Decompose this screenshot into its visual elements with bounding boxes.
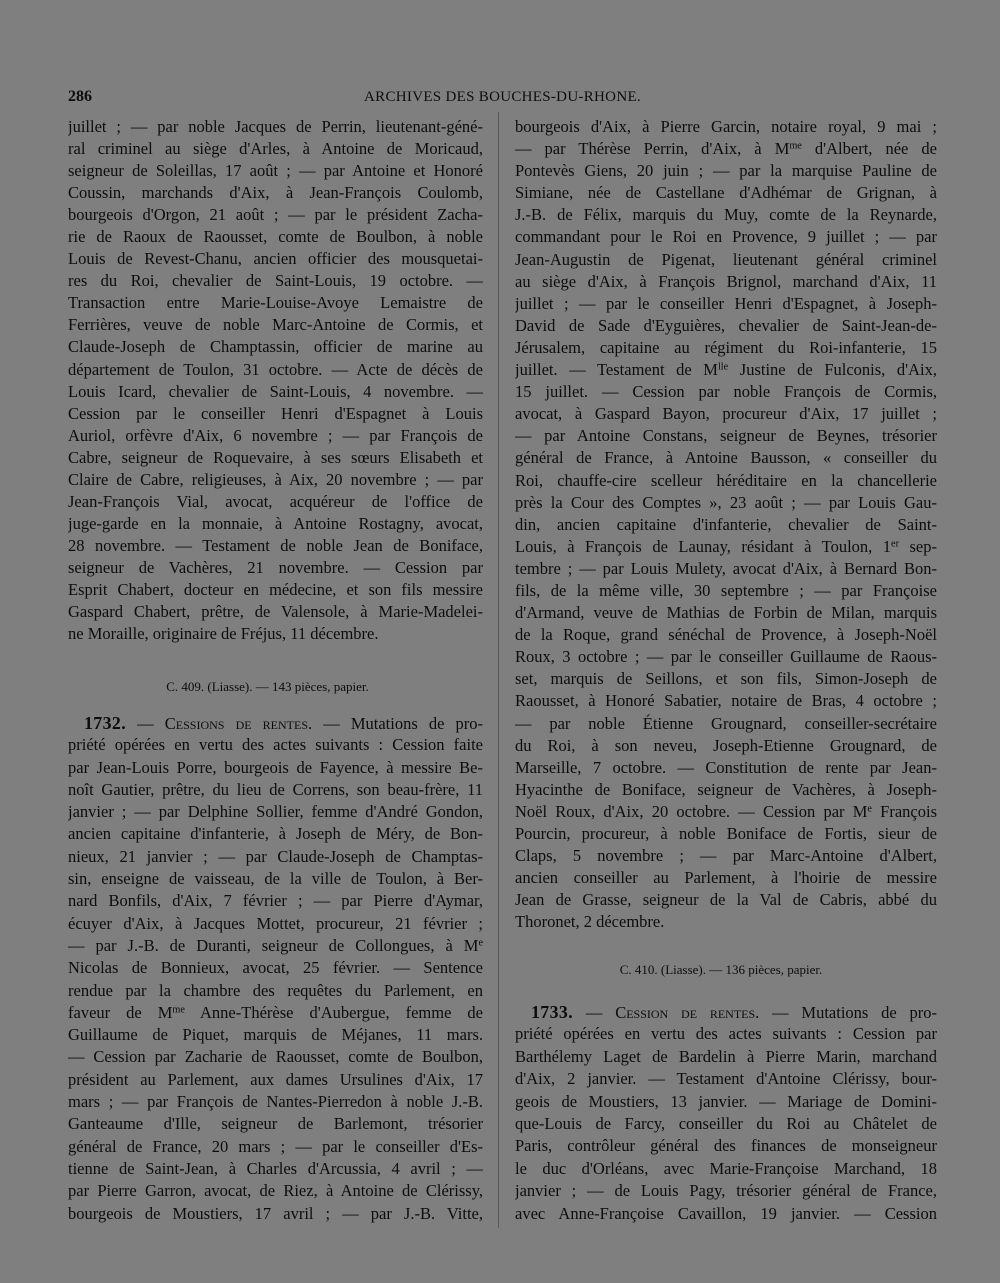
page-number: 286 (68, 88, 92, 105)
text-line: mars ; — par François de Nantes-Pierredon à noble J.-B. (68, 1092, 483, 1112)
text-line: Cession par le conseiller Henri d'Espagnet à Louis (68, 403, 483, 423)
text-line: Jérusalem, capitaine au régiment du Roi-infanterie, 15 (515, 337, 937, 357)
text-line: priété opérées en vertu des actes suivants : Cession par (515, 1024, 937, 1044)
text-line: Roux, 3 octobre ; — par le conseiller Guillaume de Raous- (515, 647, 937, 667)
continued-entry-text (68, 116, 483, 645)
text-line: écuyer d'Aix, à Jacques Mottet, procureur, 21 février ; (68, 913, 483, 933)
call-number-caption: C. 410. (Liasse). — 136 pièces, papier. (619, 962, 823, 977)
text-line: Jean-Augustin de Pigenat, lieutenant général criminel (515, 249, 937, 269)
text-line: Ganteaume d'Ille, seigneur de Barlemont, trésorier (68, 1114, 483, 1134)
text-fragment: Anne-Thérèse d'Aubergue, femme de (184, 1002, 483, 1022)
text-line: David de Sade d'Eyguières, chevalier de Saint-Jean-de- (515, 315, 937, 335)
text-line: ancien conseiller au Parlement, à l'hoirie de messire (515, 868, 937, 888)
text-line: Marseille, 7 octobre. — Constitution de rente par Jean- (515, 757, 937, 777)
text-line: seigneur de Soleillas, 17 août ; — par Antoine et Honoré (68, 161, 483, 181)
superscript-abbreviation: me (789, 140, 802, 152)
text-fragment: — par J.-B. de Duranti, seigneur de Collongues, à M (68, 935, 479, 955)
text-line: avec Anne-Françoise Cavaillon, 19 janvier. — Cession (515, 1203, 937, 1223)
text-line: Louis de Revest-Chanu, ancien officier des mousquetai- (68, 249, 483, 269)
entry-year: 1732. (84, 713, 127, 733)
text-line: 28 novembre. — Testament de noble Jean de Boniface, (68, 535, 483, 555)
text-fragment: juillet. — Testament de M (515, 360, 718, 380)
running-title: ARCHIVES DES BOUCHES-DU-RHONE. (364, 89, 641, 105)
text-line: din, ancien capitaine d'infanterie, chevalier de Saint- (515, 514, 937, 534)
text-line: commandant pour le Roi en Provence, 9 juillet ; — par (515, 227, 937, 247)
text-line: J.-B. de Félix, marquis du Muy, comte de la Reynarde, (515, 205, 937, 225)
text-line: Barthélemy Laget de Bardelin à Pierre Marin, marchand (515, 1046, 937, 1066)
text-fragment: . — Mutations de pro- (308, 714, 483, 733)
text-line: ancien capitaine d'infanterie, à Joseph de Méry, de Bon- (68, 824, 483, 844)
text-line: le duc d'Orléans, avec Marie-Françoise Marchand, 18 (515, 1158, 937, 1178)
text-line: Auriol, orfèvre d'Aix, 6 novembre ; — par François de (68, 425, 483, 445)
text-line: près la Cour des Comptes », 23 août ; — par Louis Gau- (515, 492, 937, 512)
text-fragment: . — Mutations de pro- (755, 1003, 937, 1022)
text-line: Claude-Joseph de Champtassin, officier de marine au (68, 337, 483, 357)
superscript-abbreviation: er (891, 538, 899, 550)
text-line: avocat, à Gaspard Bayon, procureur d'Aix, 17 juillet ; (515, 404, 937, 424)
text-line: ral criminel au siège d'Arles, à Antoine de Moricaud, (68, 139, 483, 159)
entry-1732 (68, 712, 483, 1225)
text-line: Jean-François Vial, avocat, acquéreur de l'office de (68, 491, 483, 511)
text-line: nieux, 21 janvier ; — par Claude-Joseph de Champtas- (68, 846, 483, 866)
text-line: bourgeois d'Orgon, 21 août ; — par le président Zacha- (68, 205, 483, 225)
text-line (515, 536, 937, 558)
call-number-caption: C. 409. (Liasse). — 143 pièces, papier. (166, 679, 369, 694)
text-line: Thoronet, 2 décembre. (515, 912, 665, 932)
text-line: tienne de Saint-Jean, à Charles d'Arcussia, 4 avril ; — (68, 1158, 483, 1178)
text-fragment: Justine de Fulconis, d'Aix, (728, 360, 937, 380)
text-line: Esprit Chabert, docteur en médecine, et son fils messire (68, 579, 483, 599)
text-line: Ferrières, veuve de noble Marc-Antoine de Cormis, et (68, 315, 483, 335)
text-fragment: d'Albert, née de (801, 139, 937, 159)
text-fragment: faveur de M (68, 1002, 173, 1022)
text-fragment: Louis, à François de Launay, résidant à Toulon, 1 (515, 536, 892, 556)
text-line: rendue par la chambre des requêtes du Parlement, en (68, 980, 483, 1000)
text-line: seigneur de Vachères, 21 novembre. — Cession par (68, 557, 483, 577)
text-line: Raousset, à Honoré Sabatier, notaire de Bras, 4 octobre ; (515, 691, 937, 711)
text-fragment: Noël Roux, d'Aix, 20 octobre. — Cession par M (515, 801, 868, 821)
text-line (68, 712, 483, 734)
text-line: général de France, à Antoine Bausson, « conseiller du (515, 448, 937, 468)
text-line: Transaction entre Marie-Louise-Avoye Lemaistre de (68, 293, 483, 313)
text-line: janvier ; — de Louis Pagy, trésorier général de France, (515, 1181, 937, 1201)
text-line (515, 359, 937, 381)
column-divider (498, 112, 499, 1228)
text-line (515, 801, 937, 823)
text-line: bourgeois de Moustiers, 17 avril ; — par J.-B. Vitte, (68, 1203, 483, 1223)
entry-year: 1733. (531, 1002, 574, 1022)
text-line: Jean de Grasse, seigneur de la Val de Cabris, abbé du (515, 890, 937, 910)
text-fragment: François (871, 801, 937, 821)
text-line: res du Roi, chevalier de Saint-Louis, 19 octobre. — (68, 271, 483, 291)
text-line: set, marquis de Seillons, et son fils, Simon-Joseph de (515, 669, 937, 689)
text-line: juillet ; — par noble Jacques de Perrin, lieutenant-géné- (68, 117, 483, 136)
text-line: — par noble Étienne Grougnard, conseiller-secrétaire (515, 713, 937, 733)
text-line: sin, enseigne de vaisseau, de la ville de Toulon, à Ber- (68, 869, 483, 889)
text-line: Pontevès Giens, 20 juin ; — par la marquise Pauline de (515, 161, 937, 181)
text-line (68, 935, 483, 957)
text-line: rie de Raoux de Raousset, comte de Boulbon, à noble (68, 227, 483, 247)
text-line: bourgeois d'Aix, à Pierre Garcin, notaire royal, 9 mai ; (515, 117, 937, 136)
text-line: Gaspard Chabert, prêtre, de Valensole, à Marie-Madelei- (68, 602, 483, 622)
text-line: d'Aix, 2 janvier. — Testament d'Antoine Clérissy, bour- (515, 1069, 937, 1089)
text-fragment: — par Thérèse Perrin, d'Aix, à M (515, 139, 790, 159)
text-line: priété opérées en vertu des actes suivants : Cession faite (68, 735, 483, 755)
text-line: du Roi, à son neveu, Joseph-Etienne Grougnard, de (515, 735, 937, 755)
text-line: de la Roque, grand sénéchal de Provence, à Joseph-Noël (515, 625, 937, 645)
text-line: département de Toulon, 31 octobre. — Acte de décès de (68, 359, 483, 379)
text-line: fils, de la même ville, 30 septembre ; — par Françoise (515, 580, 937, 600)
text-line (515, 138, 937, 160)
entry-subject: Cession de rentes (615, 1003, 756, 1022)
superscript-abbreviation: lle (717, 361, 729, 373)
superscript-abbreviation: e (867, 803, 872, 815)
text-line: général de France, 20 mars ; — par le conseiller d'Es- (68, 1136, 483, 1156)
text-line: — par Antoine Constans, seigneur de Beynes, trésorier (515, 426, 937, 446)
text-line: Roi, chauffe-cire scelleur héréditaire en la chancellerie (515, 470, 937, 490)
text-line: d'Armand, veuve de Mathias de Forbin de Milan, marquis (515, 603, 937, 623)
text-line: juillet ; — par le conseiller Henri d'Espagnet, à Joseph- (515, 293, 937, 313)
text-line: Paris, contrôleur général des finances de monseigneur (515, 1136, 937, 1156)
text-line: Nicolas de Bonnieux, avocat, 25 février. — Sentence (68, 958, 483, 978)
text-line: Louis Icard, chevalier de Saint-Louis, 4 novembre. — (68, 381, 483, 401)
text-line: Pourcin, procureur, à noble Boniface de Fortis, sieur de (515, 824, 937, 843)
text-line: tembre ; — par Louis Mulety, avocat d'Aix, à Bernard Bon- (515, 558, 937, 578)
text-line: nard Bonfils, d'Aix, 7 février ; — par Pierre d'Aymar, (68, 891, 483, 911)
text-line: Guillaume de Piquet, marquis de Méjanes, 11 mars. (68, 1025, 483, 1045)
text-line: noît Gautier, prêtre, du lieu de Correns, son beau-frère, 11 (68, 779, 483, 799)
text-line: Claire de Cabre, religieuses, à Aix, 20 novembre ; — par (68, 469, 483, 489)
text-line: par Jean-Louis Porre, bourgeois de Fayence, à messire Be- (68, 757, 483, 777)
text-line: Claps, 5 novembre ; — par Marc-Antoine d'Albert, (515, 846, 937, 866)
entry-subject: Cessions de rentes (164, 714, 308, 733)
text-line: Coussin, marchands d'Aix, à Jean-François Coulomb, (68, 183, 483, 203)
text-line: Simiane, née de Castellane d'Adhémar de Grignan, à (515, 183, 937, 203)
text-line: — Cession par Zacharie de Raousset, comte de Boulbon, (68, 1047, 483, 1067)
text-fragment: sep- (899, 536, 937, 556)
text-line (68, 1002, 483, 1024)
text-line: Hyacinthe de Boniface, seigneur de Vachères, à Joseph- (515, 779, 937, 799)
superscript-abbreviation: e (478, 937, 483, 949)
text-line: président au Parlement, aux dames Ursulines d'Aix, 17 (68, 1069, 483, 1089)
text-fragment: — (126, 714, 165, 733)
text-line: au siège d'Aix, à François Brignol, marchand d'Aix, 11 (515, 271, 937, 291)
text-line: ne Moraille, originaire de Fréjus, 11 décembre. (68, 624, 379, 644)
text-line: que-Louis de Farcy, conseiller du Roi au Châtelet de (515, 1113, 937, 1133)
entry-1733 (515, 1001, 937, 1225)
continued-entry-text (515, 116, 937, 933)
text-line: juge-garde en la monnaie, à Antoine Rostagny, avocat, (68, 513, 483, 533)
text-line: par Pierre Garron, avocat, de Riez, à Antoine de Clérissy, (68, 1181, 483, 1201)
text-line: janvier ; — par Delphine Sollier, femme d'André Gondon, (68, 802, 483, 822)
text-fragment: — (573, 1003, 616, 1022)
text-line (515, 1001, 937, 1023)
text-line: 15 juillet. — Cession par noble François de Cormis, (515, 382, 937, 402)
superscript-abbreviation: me (172, 1004, 185, 1016)
text-line: Cabre, seigneur de Roquevaire, à ses sœurs Elisabeth et (68, 447, 483, 467)
text-line: geois de Moustiers, 13 janvier. — Mariage de Domini- (515, 1091, 937, 1111)
